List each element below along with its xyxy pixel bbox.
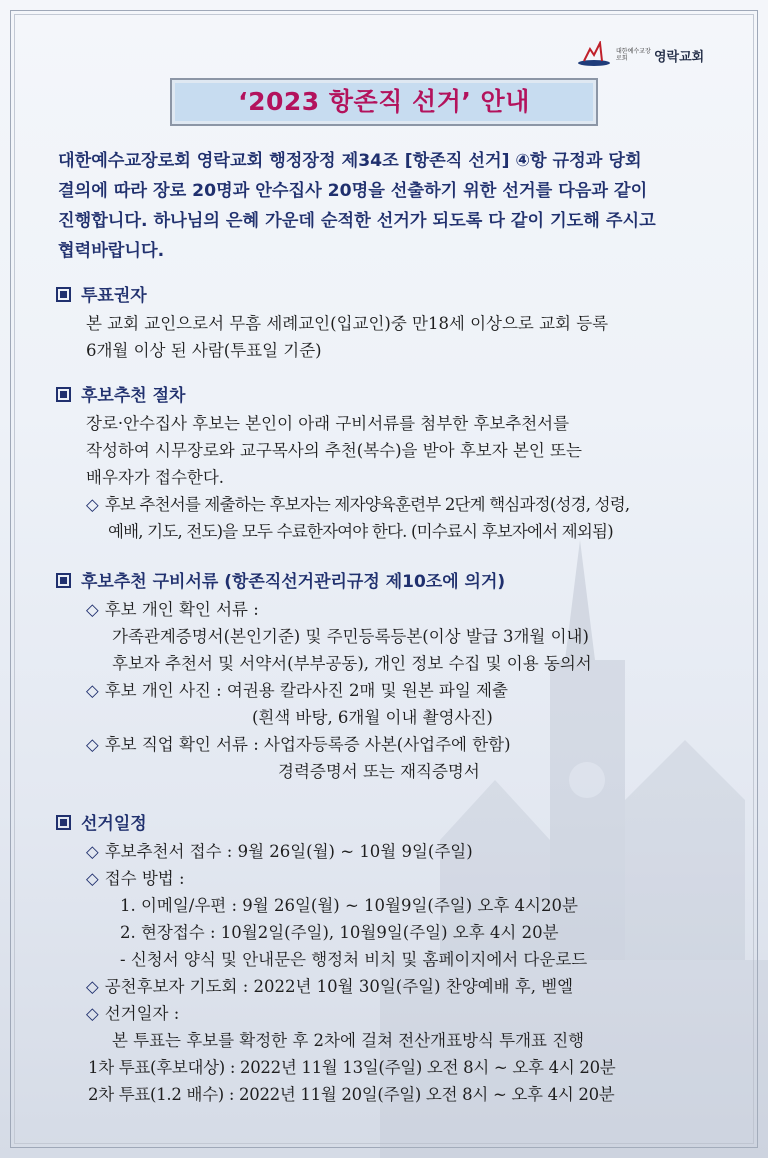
diamond-bullet-icon: ◇	[86, 681, 99, 700]
text-line: 본 투표는 후보를 확정한 후 2차에 걸쳐 전산개표방식 투개표 진행	[112, 1031, 585, 1050]
text-line: 장로·안수집사 후보는 본인이 아래 구비서류를 첨부한 후보추천서를	[86, 414, 570, 433]
text-line: 2. 현장접수 : 10월2일(주일), 10월9일(주일) 오후 4시 20분	[120, 923, 559, 942]
text-line: 가족관계증명서(본인기준) 및 주민등록등본(이상 발급 3개월 이내)	[112, 627, 589, 646]
section-heading: 선거일정	[56, 810, 746, 838]
section-heading: 투표권자	[56, 282, 746, 310]
text-line: 2차 투표(1.2 배수) : 2022년 11월 20일(주일) 오전 8시 ~ 오후 4시 20분	[88, 1085, 615, 1104]
section-documents	[56, 568, 746, 785]
church-logo-icon	[578, 41, 614, 69]
section-voters	[56, 282, 746, 364]
section-schedule	[56, 810, 746, 1108]
text-line: 후보자 추천서 및 서약서(부부공동), 개인 정보 수집 및 이용 동의서	[112, 654, 592, 673]
text-line: 1. 이메일/우편 : 9월 26일(월) ~ 10월9일(주일) 오후 4시20분	[120, 896, 578, 915]
list-item: ◇ 공천후보자 기도회 : 2022년 10월 30일(주일) 찬양예배 후, 벧엘	[86, 977, 574, 996]
intro-line: 협력바랍니다.	[58, 241, 165, 261]
note-line: ◇ 후보 추천서를 제출하는 후보자는 제자양육훈련부 2단계 핵심과정(성경, 성령,	[86, 495, 630, 514]
list-item: ◇ 후보추천서 접수 : 9월 26일(월) ~ 10월 9일(주일)	[86, 842, 473, 861]
square-bullet-icon	[56, 287, 71, 302]
intro-line: 진행합니다. 하나님의 은혜 가운데 순적한 선거가 되도록 다 같이 기도해 주시고	[58, 211, 656, 231]
list-item: ◇ 후보 개인 사진 : 여권용 칼라사진 2매 및 원본 파일 제출	[86, 681, 508, 700]
diamond-bullet-icon: ◇	[86, 1004, 99, 1023]
text-line: 배우자가 접수한다.	[86, 468, 225, 487]
logo-denomination: 대한예수교장로회	[616, 48, 651, 62]
text-line: 본 교회 교인으로서 무흠 세례교인(입교인)중 만18세 이상으로 교회 등록	[86, 314, 609, 333]
text-line: 작성하여 시무장로와 교구목사의 추천(복수)을 받아 후보자 본인 또는	[86, 441, 582, 460]
intro-line: 대한예수교장로회 영락교회 행정장정 제34조 [항존직 선거] ④항 규정과 당회	[58, 151, 642, 171]
diamond-bullet-icon: ◇	[86, 842, 99, 861]
text-line: 1차 투표(후보대상) : 2022년 11월 13일(주일) 오전 8시 ~ 오후 4시 20분	[88, 1058, 616, 1077]
title-banner	[170, 78, 598, 126]
section-heading: 후보추천 구비서류 (항존직선거관리규정 제10조에 의거)	[56, 568, 746, 596]
list-item: ◇ 후보 개인 확인 서류 :	[86, 600, 259, 619]
diamond-bullet-icon: ◇	[86, 869, 99, 888]
text-line: (흰색 바탕, 6개월 이내 촬영사진)	[252, 708, 493, 727]
diamond-bullet-icon: ◇	[86, 735, 99, 754]
square-bullet-icon	[56, 815, 71, 830]
logo-church-name: 영락교회	[654, 49, 705, 65]
text-line: 6개월 이상 된 사람(투표일 기준)	[86, 341, 322, 360]
intro-line: 결의에 따라 장로 20명과 안수집사 20명을 선출하기 위한 선거를 다음과 같이	[58, 181, 648, 201]
page-title: ‘2023 항존직 선거’ 안내	[238, 87, 530, 116]
text-line: - 신청서 양식 및 안내문은 행정처 비치 및 홈페이지에서 다운로드	[120, 950, 588, 969]
section-procedure	[56, 382, 746, 545]
square-bullet-icon	[56, 387, 71, 402]
diamond-bullet-icon: ◇	[86, 600, 99, 619]
list-item: ◇ 접수 방법 :	[86, 869, 185, 888]
section-heading: 후보추천 절차	[56, 382, 746, 410]
church-logo	[578, 40, 718, 70]
list-item: ◇ 선거일자 :	[86, 1004, 180, 1023]
diamond-bullet-icon: ◇	[86, 495, 99, 514]
list-item: ◇ 후보 직업 확인 서류 : 사업자등록증 사본(사업주에 한함)	[86, 735, 511, 754]
intro-paragraph	[58, 146, 738, 266]
text-line: 경력증명서 또는 재직증명서	[278, 762, 480, 781]
square-bullet-icon	[56, 573, 71, 588]
note-line: 예배, 기도, 전도)을 모두 수료한자여야 한다. (미수료시 후보자에서 제외됨)	[108, 522, 613, 541]
diamond-bullet-icon: ◇	[86, 977, 99, 996]
